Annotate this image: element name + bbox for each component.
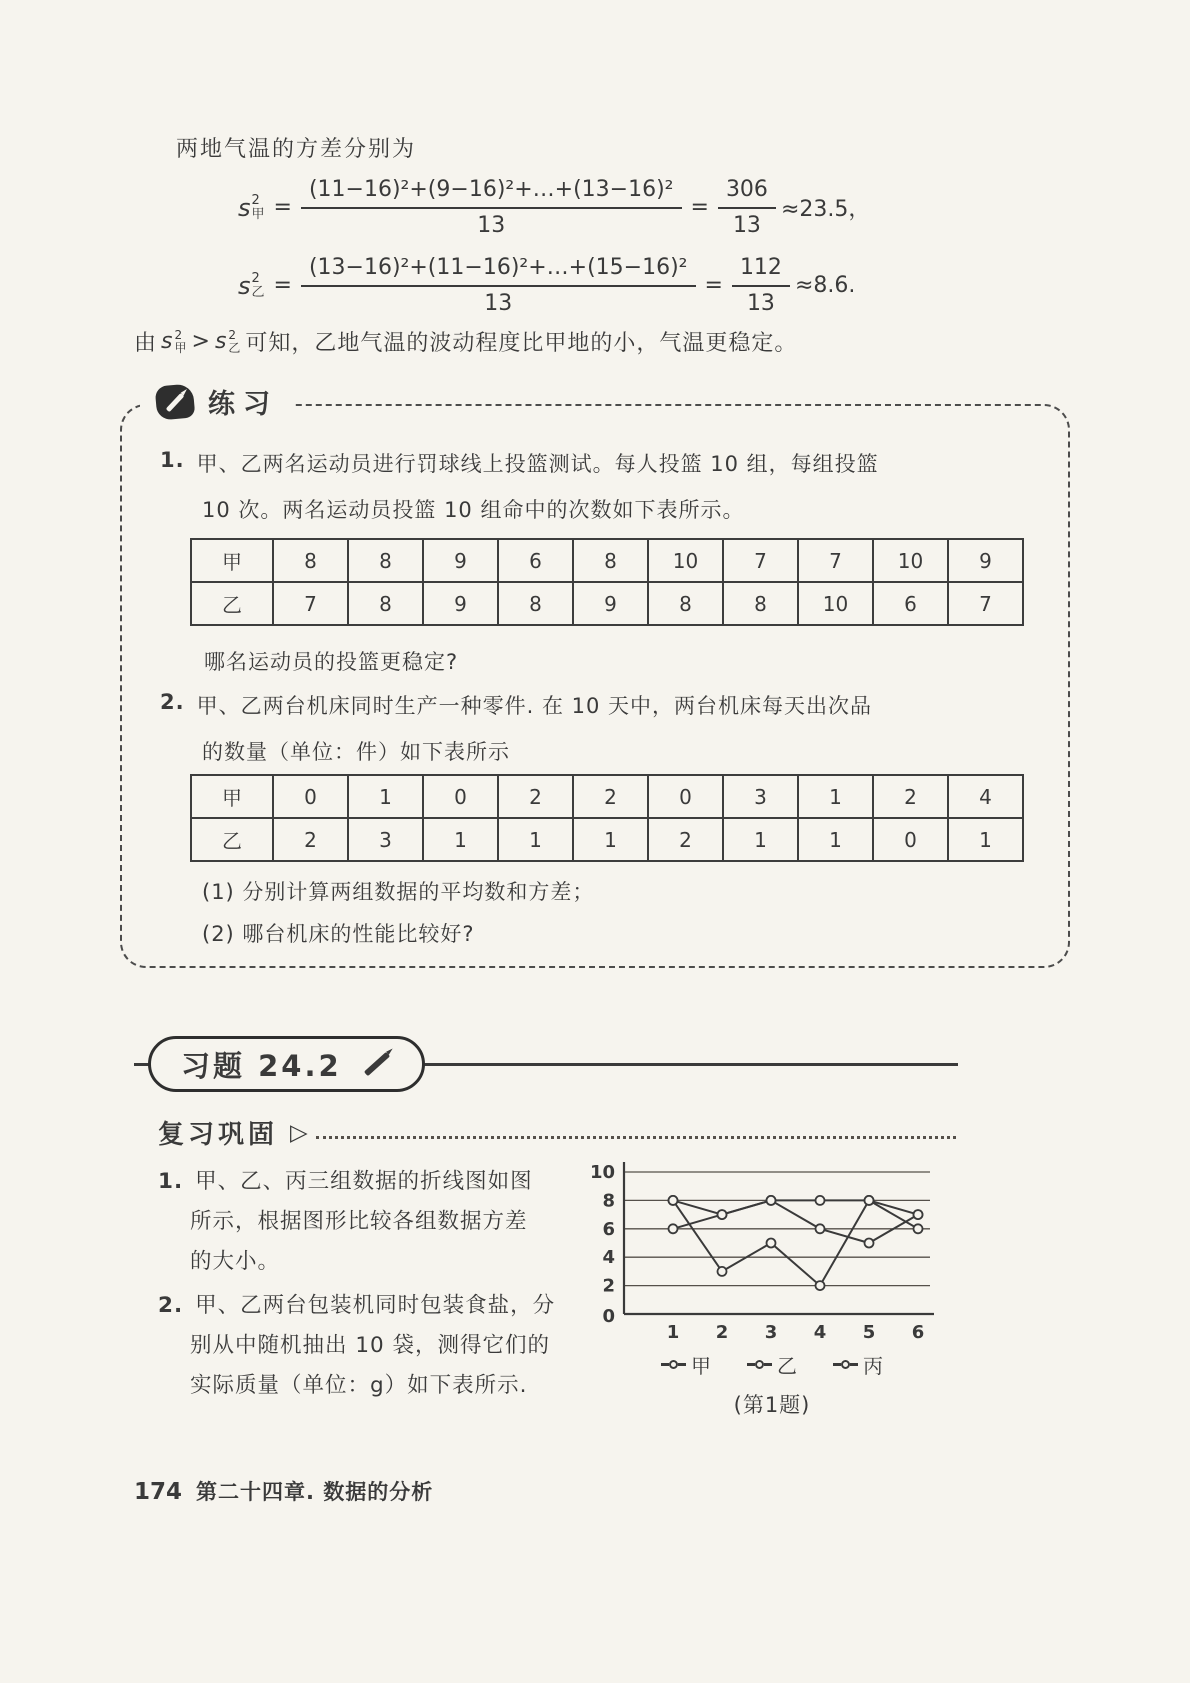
review-problem-2	[158, 1286, 606, 1406]
problem-text: 甲、乙、丙三组数据的折线图如图	[195, 1169, 533, 1194]
problem-1-line: 10 次。两名运动员投篮 10 组命中的次数如下表所示。	[202, 498, 745, 522]
practice-badge-icon	[155, 383, 196, 420]
svg-text:4: 4	[813, 1322, 827, 1343]
table-row	[191, 582, 1023, 625]
legend-marker-icon	[747, 1360, 772, 1369]
table-cell: 0	[648, 775, 723, 818]
table-cell: 6	[873, 582, 948, 625]
practice-label-text: 练习	[208, 389, 278, 420]
fraction-denominator: 13	[477, 212, 506, 238]
table-cell: 0	[423, 775, 498, 818]
table-cell: 2	[498, 775, 573, 818]
chapter-title: 第二十四章. 数据的分析	[196, 1480, 434, 1504]
equals-sign: =	[690, 195, 709, 220]
table-cell: 8	[723, 582, 798, 625]
table-cell: 7	[798, 539, 873, 582]
problem-1-line	[160, 448, 879, 478]
fraction-numerator: (11−16)²+(9−16)²+…+(13−16)²	[301, 176, 682, 209]
intro-text: 两地气温的方差分别为	[176, 137, 417, 162]
table-cell: 8	[273, 539, 348, 582]
s-squared-yi	[238, 272, 265, 300]
table-cell: 4	[948, 775, 1023, 818]
variance-formula-jia	[238, 176, 870, 239]
table-cell: 9	[423, 539, 498, 582]
s-subscript: 乙	[228, 340, 242, 355]
table-cell: 7	[723, 539, 798, 582]
problem-number: 2.	[160, 690, 185, 714]
dotted-rule	[316, 1136, 956, 1139]
page-footer	[134, 1476, 433, 1506]
svg-text:6: 6	[602, 1218, 615, 1240]
pencil-icon	[364, 1052, 390, 1077]
fraction-numerator: (13−16)²+(11−16)²+…+(15−16)²	[301, 254, 696, 287]
s-base: s	[161, 329, 174, 354]
row-label: 乙	[191, 582, 273, 625]
s-base: s	[238, 271, 251, 300]
s-base: s	[238, 193, 251, 222]
table-cell: 9	[948, 539, 1023, 582]
problem-number: 2.	[158, 1293, 184, 1318]
svg-text:2: 2	[602, 1275, 615, 1297]
problem-number: 1.	[158, 1169, 184, 1194]
s-subscript: 甲	[251, 206, 265, 222]
review-problem-1	[158, 1162, 606, 1282]
fraction-numerator: 112	[732, 254, 790, 287]
problem-line: 的大小。	[190, 1249, 281, 1274]
table-cell: 2	[273, 818, 348, 861]
s-squared-jia	[161, 329, 187, 354]
table-cell: 1	[723, 818, 798, 861]
problem-line: 实际质量（单位：g）如下表所示.	[190, 1373, 528, 1398]
s-scripts	[252, 194, 265, 221]
line-chart-svg	[586, 1156, 946, 1348]
table-cell: 1	[798, 818, 873, 861]
table-cell: 2	[648, 818, 723, 861]
problem-text: 甲、乙两台包装机同时包装食盐，分	[195, 1293, 556, 1318]
problem-number: 1.	[160, 448, 185, 472]
table-cell: 7	[273, 582, 348, 625]
table-cell: 0	[273, 775, 348, 818]
legend-marker-icon	[661, 1360, 686, 1369]
s-exponent: 2	[251, 192, 260, 208]
legend-marker-icon	[833, 1360, 858, 1369]
problem-line: 所示，根据图形比较各组数据方差	[190, 1209, 528, 1234]
table-cell: 1	[573, 818, 648, 861]
defects-table	[190, 774, 1024, 862]
row-label: 甲	[191, 775, 273, 818]
equals-sign: =	[273, 273, 292, 298]
problem-2-line	[160, 690, 872, 720]
table-cell: 1	[498, 818, 573, 861]
s-squared-yi	[215, 329, 241, 354]
legend-item	[833, 1350, 883, 1379]
svg-text:10: 10	[589, 1162, 615, 1183]
triangle-icon: ▷	[290, 1119, 308, 1146]
table-cell: 6	[498, 539, 573, 582]
table-cell: 3	[723, 775, 798, 818]
chart-legend	[586, 1350, 958, 1379]
legend-item	[661, 1350, 711, 1379]
table-cell: 8	[348, 582, 423, 625]
fraction-numerator: 306	[718, 176, 776, 209]
chart-caption: (第1题)	[733, 1393, 811, 1417]
fraction-denominator: 13	[732, 212, 761, 238]
review-heading-text: 复习巩固	[158, 1120, 279, 1150]
legend-label: 丙	[863, 1354, 883, 1378]
conclusion-pre: 由	[134, 331, 158, 356]
pencil-icon	[166, 392, 185, 411]
s-subscript: 甲	[174, 340, 188, 355]
problem-2-part-2: (2) 哪台机床的性能比较好?	[202, 922, 475, 946]
row-label: 甲	[191, 539, 273, 582]
table-cell: 1	[423, 818, 498, 861]
practice-section	[120, 389, 1070, 968]
fraction-denominator: 13	[484, 290, 513, 316]
problem-2-line: 的数量（单位：件）如下表所示	[202, 740, 510, 764]
svg-text:0: 0	[602, 1306, 615, 1327]
table-cell: 1	[798, 775, 873, 818]
problem-2-part-1: (1) 分别计算两组数据的平均数和方差；	[202, 880, 595, 904]
table-cell: 9	[573, 582, 648, 625]
table-cell: 2	[873, 775, 948, 818]
legend-label: 乙	[777, 1354, 797, 1378]
problem-1-question: 哪名运动员的投篮更稳定?	[204, 650, 459, 674]
table-cell: 3	[348, 818, 423, 861]
review-heading	[158, 1114, 956, 1151]
review-problems	[158, 1162, 606, 1406]
s-squared-jia	[238, 194, 265, 222]
s-scripts	[252, 272, 265, 299]
table-cell: 10	[798, 582, 873, 625]
s-base: s	[214, 329, 228, 354]
table-cell: 8	[648, 582, 723, 625]
problem-line	[158, 1286, 606, 1326]
equals-sign: =	[273, 195, 292, 220]
conclusion-text	[134, 326, 797, 357]
problem-text: 甲、乙两台机床同时生产一种零件. 在 10 天中，两台机床每天出次品	[196, 694, 873, 718]
table-cell: 1	[348, 775, 423, 818]
conclusion-post: 可知，乙地气温的波动程度比甲地的小，气温更稳定。	[245, 331, 798, 356]
variance-fraction	[301, 254, 696, 317]
s-scripts	[174, 329, 187, 354]
table-cell: 9	[423, 582, 498, 625]
legend-item	[747, 1350, 797, 1379]
table-row	[191, 818, 1023, 861]
svg-text:5: 5	[862, 1322, 876, 1343]
approx-value: ≈8.6.	[794, 273, 856, 298]
page-number: 174	[134, 1479, 183, 1505]
s-exponent: 2	[251, 270, 260, 286]
exercise-banner-pill	[148, 1036, 425, 1092]
svg-text:6: 6	[911, 1322, 925, 1343]
table-cell: 1	[948, 818, 1023, 861]
problem-line	[158, 1162, 606, 1202]
table-cell: 10	[873, 539, 948, 582]
table-cell: 8	[348, 539, 423, 582]
row-label: 乙	[191, 818, 273, 861]
approx-value: ≈23.5，	[780, 197, 871, 222]
svg-text:2: 2	[715, 1322, 729, 1343]
exercise-banner	[134, 1036, 958, 1094]
problem-text: 甲、乙两名运动员进行罚球线上投篮测试。每人投篮 10 组，每组投篮	[196, 452, 879, 476]
greater-than-sign: >	[191, 329, 211, 354]
practice-label	[140, 380, 294, 423]
svg-text:3: 3	[764, 1322, 778, 1343]
table-cell: 7	[948, 582, 1023, 625]
exercise-title: 习题 24.2	[181, 1048, 342, 1083]
svg-text:4: 4	[602, 1247, 615, 1269]
svg-text:8: 8	[602, 1190, 615, 1212]
s-exponent: 2	[228, 327, 238, 342]
table-cell: 2	[573, 775, 648, 818]
line-chart-figure	[586, 1156, 958, 1419]
table-row	[191, 775, 1023, 818]
variance-formula-yi	[238, 254, 855, 317]
table-cell: 0	[873, 818, 948, 861]
s-scripts	[228, 329, 241, 354]
fraction-denominator: 13	[746, 290, 775, 316]
s-exponent: 2	[174, 327, 184, 342]
table-row	[191, 539, 1023, 582]
table-cell: 8	[573, 539, 648, 582]
variance-fraction	[301, 176, 682, 239]
equals-sign: =	[704, 273, 723, 298]
legend-label: 甲	[691, 1354, 711, 1378]
table-cell: 8	[498, 582, 573, 625]
table-cell: 10	[648, 539, 723, 582]
problem-line: 别从中随机抽出 10 袋，测得它们的	[190, 1333, 551, 1358]
result-fraction	[718, 176, 776, 239]
shooting-results-table	[190, 538, 1024, 626]
svg-text:1: 1	[666, 1322, 680, 1343]
s-subscript: 乙	[251, 284, 265, 300]
result-fraction	[732, 254, 790, 317]
